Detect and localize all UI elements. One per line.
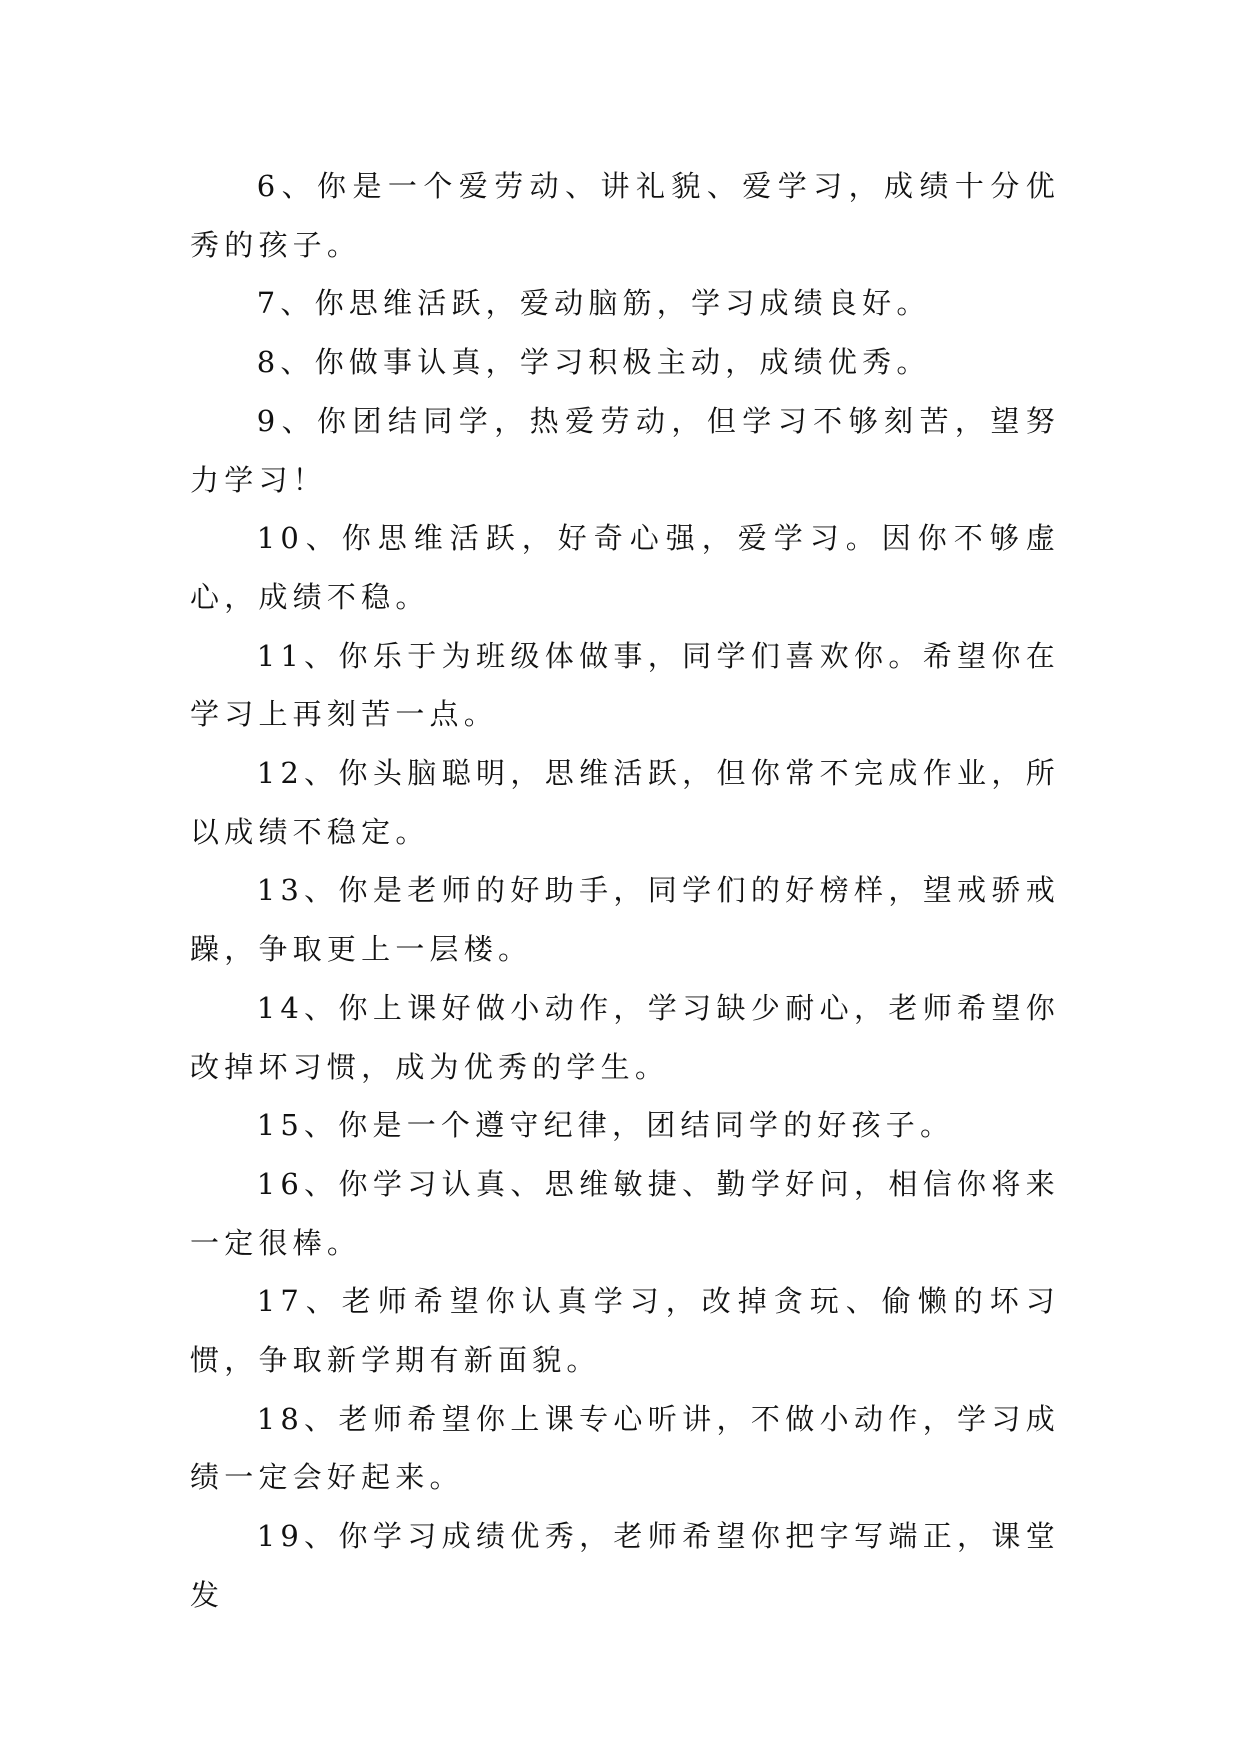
paragraph: 15、你是一个遵守纪律，团结同学的好孩子。 [256, 1108, 955, 1143]
paragraph: 18、老师希望你上课专心听讲，不做小动作，学习成绩一定会好起来。 [190, 1401, 1060, 1495]
paragraph: 6、你是一个爱劳动、讲礼貌、爱学习，成绩十分优秀的孩子。 [190, 169, 1060, 262]
paragraph: 14、你上课好做小动作，学习缺少耐心，老师希望你改掉坏习惯，成为优秀的学生。 [190, 990, 1060, 1084]
paragraph: 7、你思维活跃，爱动脑筋，学习成绩良好。 [256, 286, 931, 321]
paragraph: 16、你学习认真、思维敏捷、勤学好问，相信你将来一定很棒。 [190, 1166, 1060, 1260]
paragraph: 11、你乐于为班级体做事，同学们喜欢你。希望你在学习上再刻苦一点。 [190, 638, 1060, 732]
document-body [190, 157, 1060, 1625]
paragraph: 17、老师希望你认真学习，改掉贪玩、偷懒的坏习惯，争取新学期有新面貌。 [190, 1284, 1060, 1378]
paragraph: 10、你思维活跃，好奇心强，爱学习。因你不够虚心，成绩不稳。 [190, 521, 1060, 614]
paragraph: 9、你团结同学，热爱劳动，但学习不够刻苦，望努力学习！ [190, 403, 1060, 497]
paragraph: 8、你做事认真，学习积极主动，成绩优秀。 [256, 345, 931, 380]
paragraph: 12、你头脑聪明，思维活跃，但你常不完成作业，所以成绩不稳定。 [190, 756, 1060, 849]
paragraph: 19、你学习成绩优秀，老师希望你把字写端正，课堂发 [190, 1519, 1060, 1612]
paragraph: 13、你是老师的好助手，同学们的好榜样，望戒骄戒躁，争取更上一层楼。 [190, 873, 1060, 967]
